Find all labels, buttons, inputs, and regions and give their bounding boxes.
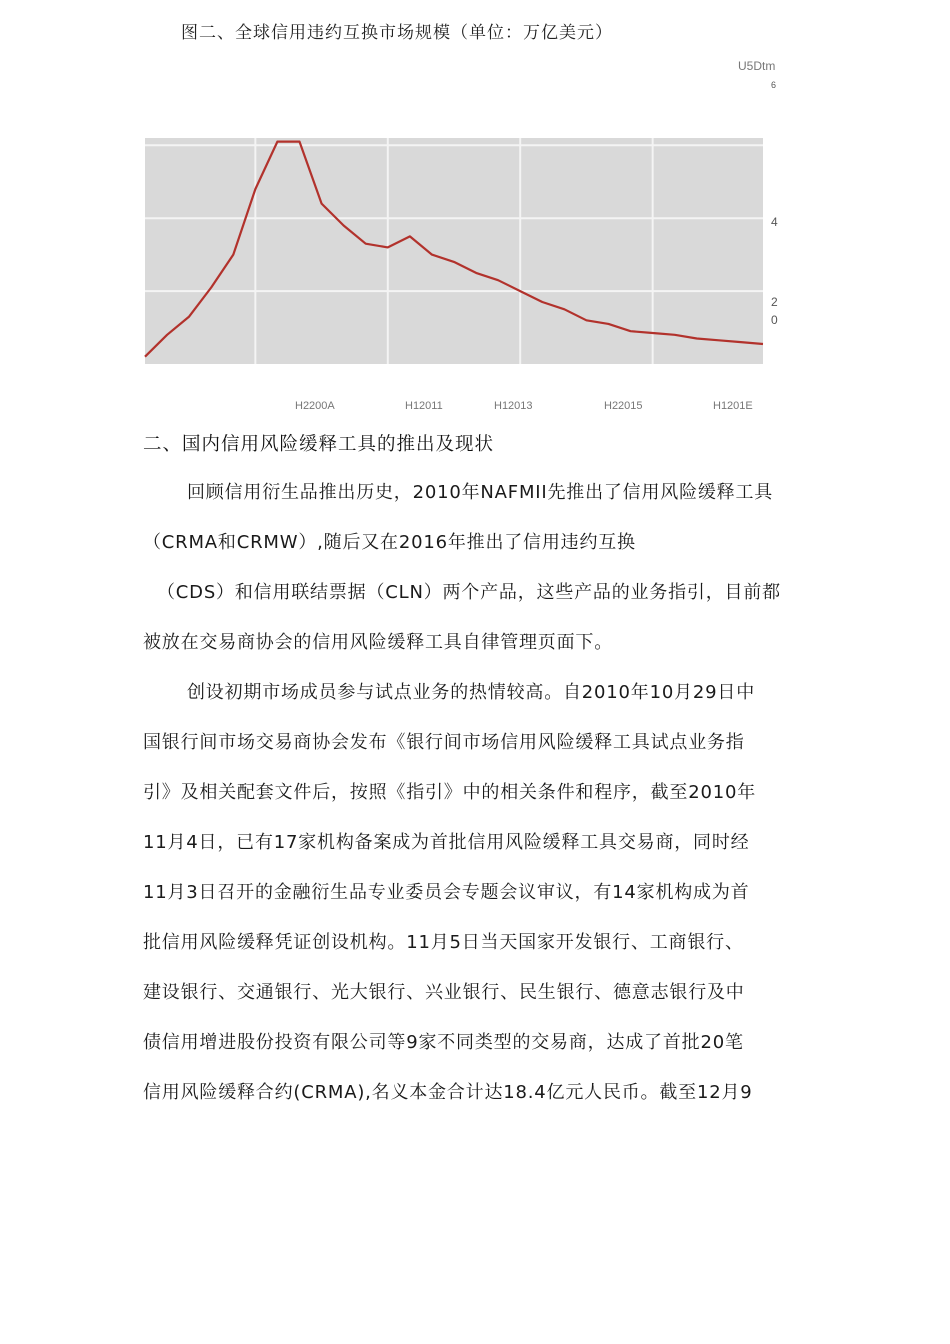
y-tick-label: 2 — [771, 295, 778, 309]
y-tick-label: 0 — [771, 313, 778, 327]
paragraph-line: 信用风险缓释合约(CRMA),名义本金合计达18.4亿元人民币。截至12月9 — [143, 1082, 753, 1103]
paragraph-line: 11月4日，已有17家机构备案成为首批信用风险缓释工具交易商，同时经 — [143, 832, 750, 853]
paragraph-line: 回顾信用衍生品推出历史，2010年NAFMII先推出了信用风险缓释工具 — [187, 482, 774, 503]
paragraph-line: 11月3日召开的金融衍生品专业委员会专题会议审议，有14家机构成为首 — [143, 882, 750, 903]
right-tick-top-partial: 6 — [771, 80, 777, 90]
paragraph-line: （CRMA和CRMW）,随后又在2016年推出了信用违约互换 — [143, 532, 636, 553]
paragraph-line: 引》及相关配套文件后，按照《指引》中的相关条件和程序，截至2010年 — [143, 782, 757, 803]
paragraph-line: 创设初期市场成员参与试点业务的热情较高。自2010年10月29日中 — [187, 682, 756, 703]
paragraph-history — [143, 468, 808, 668]
cds-market-chart — [0, 0, 950, 420]
paragraph-line: 批信用风险缓释凭证创设机构。11月5日当天国家开发银行、工商银行、 — [143, 932, 744, 953]
paragraph-line: 建设银行、交通银行、光大银行、兴业银行、民生银行、德意志银行及中 — [143, 982, 745, 1003]
paragraph-line: （CDS）和信用联结票据（CLN）两个产品，这些产品的业务指引，目前都 — [157, 582, 781, 603]
paragraph-line: 国银行间市场交易商协会发布《银行间市场信用风险缓释工具试点业务指 — [143, 732, 745, 753]
y-tick-label: 4 — [771, 215, 778, 229]
paragraph-line: 被放在交易商协会的信用风险缓释工具自律管理页面下。 — [143, 632, 613, 653]
x-tick-label: H1201E — [713, 400, 753, 412]
x-tick-label: H12011 — [405, 400, 443, 412]
x-tick-label: H2200A — [295, 400, 335, 412]
plot-background — [145, 138, 763, 364]
chart-svg — [0, 0, 950, 420]
x-tick-label: H12013 — [494, 400, 533, 412]
section-heading: 二、国内信用风险缓释工具的推出及现状 — [143, 434, 495, 455]
x-tick-labels — [295, 400, 753, 412]
y-tick-labels — [771, 215, 778, 327]
paragraph-initial-phase — [143, 668, 808, 1118]
x-tick-label: H22015 — [604, 400, 643, 412]
figure-caption: 图二、全球信用违约互换市场规模（单位：万亿美元） — [181, 23, 613, 43]
paragraph-line: 债信用增进股份投资有限公司等9家不同类型的交易商，达成了首批20笔 — [143, 1032, 744, 1053]
chart-unit-label: U5Dtm — [738, 59, 776, 73]
